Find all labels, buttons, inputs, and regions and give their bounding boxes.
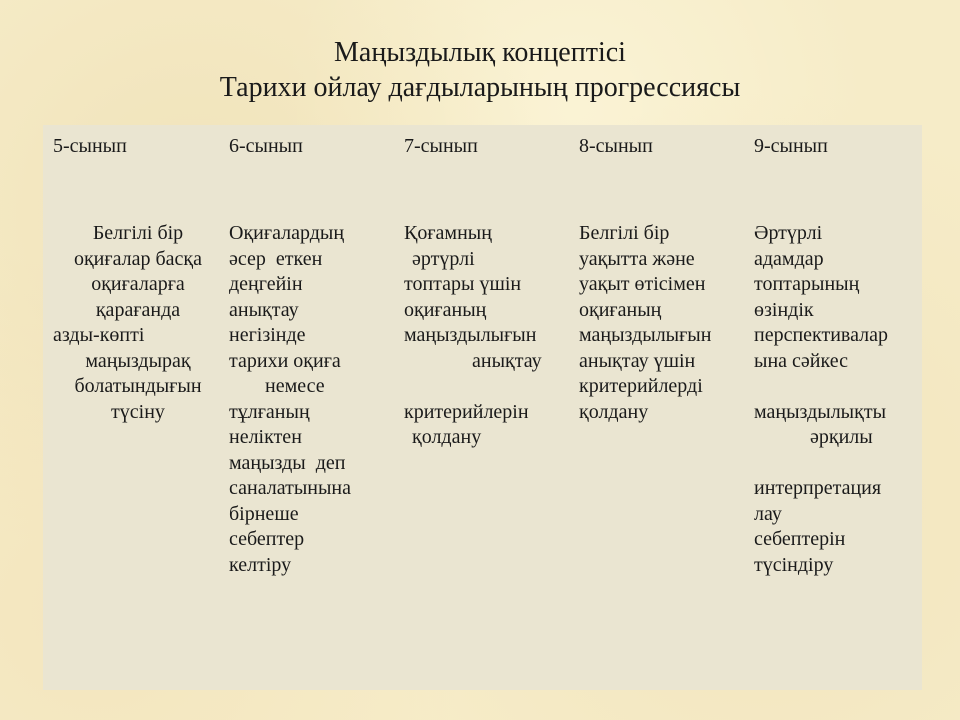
cell-line: Әртүрлі (754, 222, 823, 244)
cell-line: деңгейін (229, 273, 303, 295)
cell-line: келтіру (229, 553, 292, 576)
cell-line: Қоғамның (404, 222, 492, 244)
column-body (754, 221, 888, 578)
cell-line: оқиғаның (579, 298, 662, 321)
cell-line: ына сәйкес (754, 349, 848, 372)
cell-line: уақыт өтісімен (579, 273, 706, 295)
cell-line: бірнеше (229, 502, 299, 525)
cell-line: анықтау (472, 349, 542, 372)
title-line-2: Тарихи ойлау дағдыларының прогрессиясы (219, 72, 741, 103)
cell-line: уақытта және (579, 247, 695, 270)
cell-line: маңызды деп (229, 451, 346, 474)
cell-line: өзіндік (754, 298, 814, 321)
column-body (229, 221, 351, 578)
column-header: 9-сынып (754, 135, 828, 157)
cell-line: оқиғалар басқа (73, 247, 203, 270)
cell-line: әртүрлі (412, 247, 475, 270)
cell-line: немесе (265, 375, 325, 397)
cell-line: түсіну (111, 400, 165, 423)
cell-spacer (754, 374, 888, 400)
column-header: 6-сынып (229, 135, 303, 157)
cell-line: себептерін (754, 528, 846, 550)
cell-line: оқиғаның (404, 298, 487, 321)
cell-line: интерпретация (754, 477, 882, 499)
cell-line: түсіндіру (754, 553, 834, 576)
cell-spacer (754, 451, 888, 477)
cell-line: топтары үшін (404, 273, 522, 295)
column-header: 7-сынып (404, 135, 478, 157)
cell-line: маңыздырақ (85, 349, 191, 372)
cell-line: қолдану (412, 426, 482, 448)
cell-line: қолдану (579, 400, 649, 423)
column-header: 5-сынып (53, 135, 127, 157)
cell-line: лау (754, 502, 782, 525)
cell-line: болатындығын (74, 375, 202, 397)
cell-line: перспективалар (754, 324, 889, 346)
title-line-1: Маңыздылық концептісі (334, 37, 626, 68)
cell-line: себептер (229, 528, 305, 550)
column-body (404, 221, 542, 451)
cell-line: Оқиғалардың (229, 222, 345, 244)
cell-line: критерийлерді (579, 375, 703, 397)
cell-line: тарихи оқиға (229, 349, 341, 372)
cell-line: анықтау (229, 298, 299, 321)
column-body (53, 221, 223, 425)
cell-line: адамдар (754, 247, 824, 270)
cell-line: азды-көпті (53, 324, 145, 346)
cell-line: маңыздылығын (404, 324, 537, 346)
cell-line: критерийлерін (404, 400, 529, 423)
cell-line: негізінде (229, 324, 306, 346)
cell-line: тұлғаның (229, 400, 310, 423)
progression-table (43, 125, 922, 690)
cell-line: әсер еткен (229, 247, 323, 270)
cell-line: Белгілі бір (579, 222, 670, 244)
cell-line: маңыздылығын (579, 324, 712, 346)
cell-line: топтарының (754, 273, 860, 295)
cell-line: маңыздылықты (754, 400, 887, 423)
cell-line: әрқилы (810, 426, 873, 448)
cell-line: қарағанда (95, 298, 181, 321)
cell-line: анықтау үшін (579, 349, 696, 372)
column-header: 8-сынып (579, 135, 653, 157)
cell-spacer (404, 374, 542, 400)
cell-line: Белгілі бір (92, 222, 184, 244)
cell-line: неліктен (229, 426, 302, 448)
column-body (579, 221, 711, 425)
cell-line: оқиғаларға (91, 273, 185, 295)
cell-line: саналатынына (229, 477, 351, 499)
